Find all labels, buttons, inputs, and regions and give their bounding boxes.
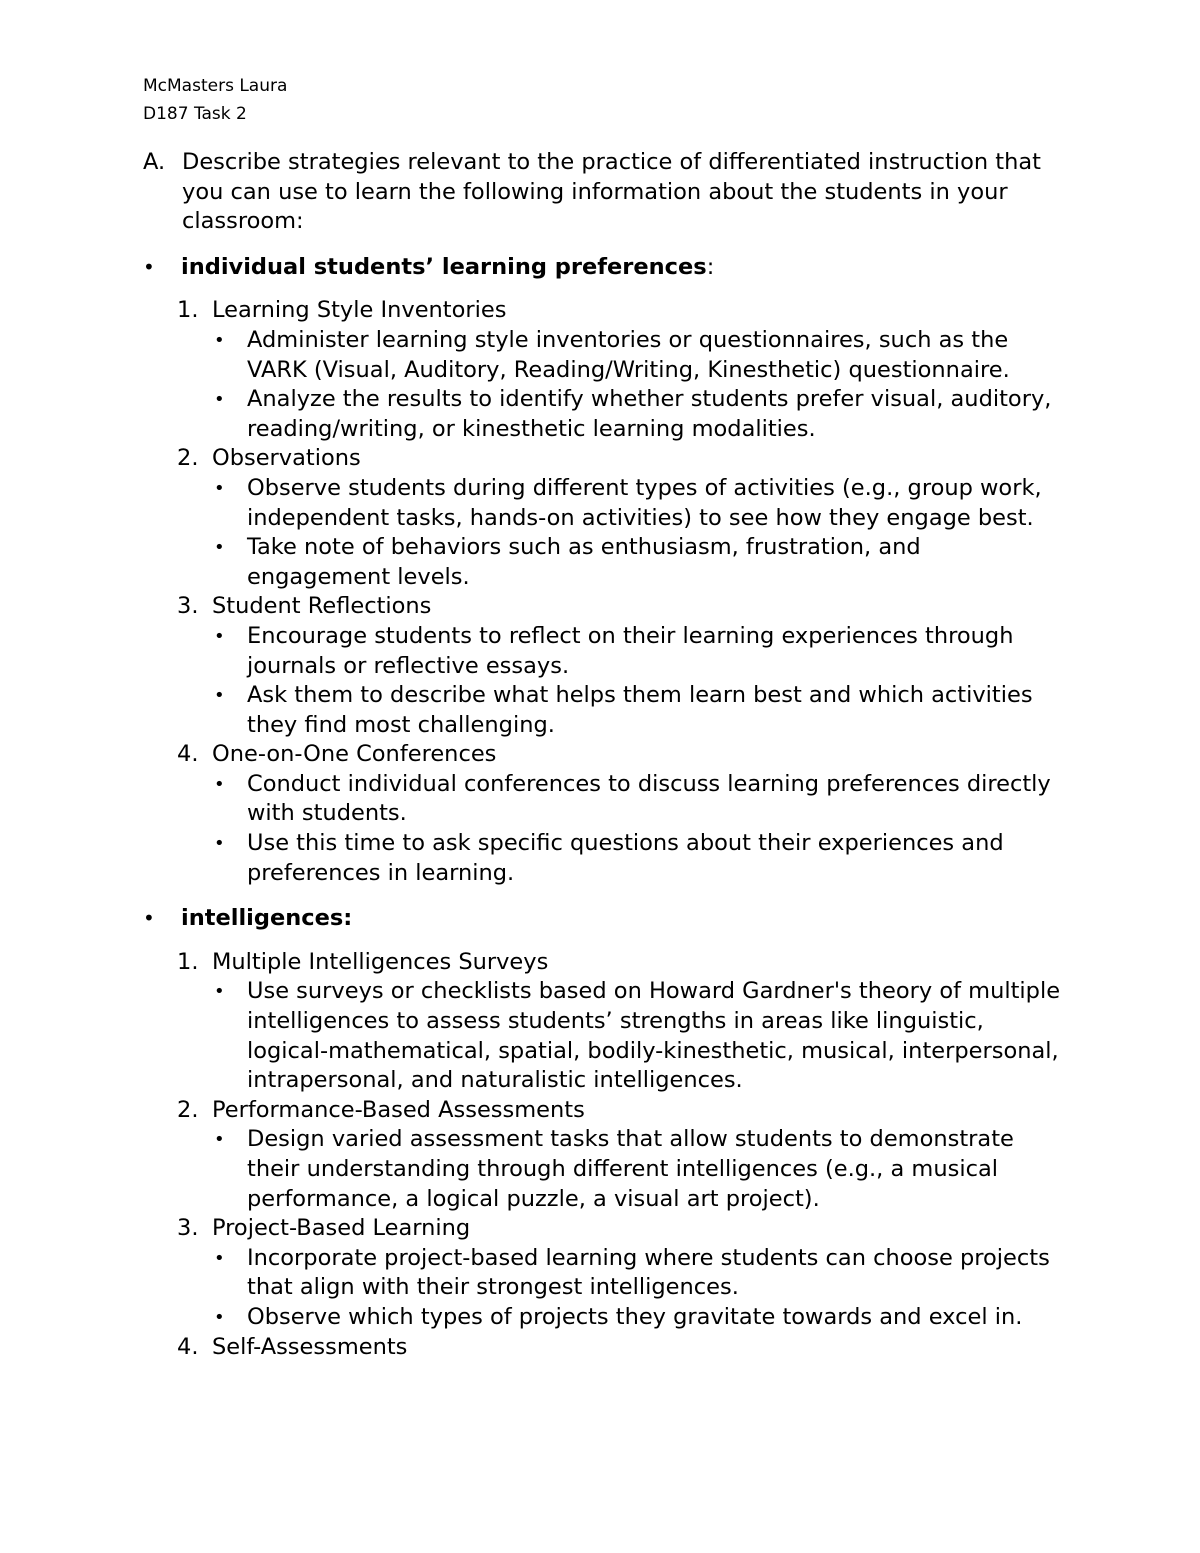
list-item: [177, 1333, 1063, 1363]
bullet-icon: •: [143, 906, 155, 931]
bullet-icon: •: [214, 537, 225, 559]
sub-bullet: [212, 770, 1063, 829]
sub-bullet-text: Use this time to ask specific questions about their experiences and preferences in learning.: [247, 830, 1004, 886]
list-item: [177, 1214, 1063, 1332]
list-item: [177, 444, 1063, 592]
item-title: Multiple Intelligences Surveys: [212, 948, 549, 975]
bullet-icon: •: [143, 254, 155, 279]
item-title: Performance-Based Assessments: [212, 1096, 585, 1123]
sub-bullet: [212, 681, 1063, 740]
item-number: 1.: [177, 948, 199, 975]
sub-bullet: [212, 1244, 1063, 1303]
bullet-icon: •: [214, 981, 225, 1003]
bullet-icon: •: [214, 685, 225, 707]
list-item: [177, 948, 1063, 1096]
sub-bullet-text: Observe students during different types of activities (e.g., group work, independent tasks, hands-on activities) to see how they engage best.: [247, 474, 1042, 531]
item-number: 2.: [177, 1096, 199, 1123]
sub-bullet-text: Incorporate project-based learning where students can choose projects that align with their strongest intelligences.: [247, 1244, 1050, 1301]
question-text: Describe strategies relevant to the practice of differentiated instruction that you can use to learn the following information about the students in your classroom:: [182, 149, 1041, 235]
document-body: [143, 148, 1063, 1362]
bullet-icon: •: [214, 1247, 225, 1269]
sub-bullet: [212, 1125, 1063, 1214]
section-intelligences: [143, 904, 1063, 934]
sub-bullet: [212, 474, 1063, 533]
question-prompt: [143, 148, 1063, 237]
bullet-icon: •: [214, 1306, 225, 1328]
section-learning-preferences: [143, 253, 1063, 283]
sub-bullet: [212, 1303, 1063, 1333]
item-number: 3.: [177, 593, 199, 620]
list-item: [177, 592, 1063, 740]
list-item: [177, 296, 1063, 444]
item-title: Student Reflections: [212, 593, 432, 620]
item-number: 3.: [177, 1215, 199, 1242]
sub-bullet-text: Design varied assessment tasks that allow students to demonstrate their understanding through different intelligences (e.g., a musical performance, a logical puzzle, a visual art project).: [247, 1126, 1014, 1212]
author-name: McMasters Laura: [143, 76, 288, 96]
sub-bullet-text: Encourage students to reflect on their learning experiences through journals or reflective essays.: [247, 622, 1014, 679]
bullet-icon: •: [214, 389, 225, 411]
bullet-icon: •: [214, 1129, 225, 1151]
numbered-list: [143, 948, 1063, 1362]
question-letter: A.: [143, 149, 166, 175]
item-title: Project-Based Learning: [212, 1215, 471, 1242]
bullet-icon: •: [214, 773, 225, 795]
bullet-icon: •: [214, 833, 225, 855]
sub-bullet-text: Take note of behaviors such as enthusiasm, frustration, and engagement levels.: [247, 534, 921, 590]
sub-bullet: [212, 326, 1063, 385]
document-header: [143, 72, 287, 128]
sub-bullet: [212, 829, 1063, 888]
item-number: 4.: [177, 741, 199, 768]
item-number: 2.: [177, 445, 199, 472]
item-number: 1.: [177, 297, 199, 324]
sub-bullet-text: Analyze the results to identify whether students prefer visual, auditory, reading/writing, or kinesthetic learning modalities.: [247, 386, 1052, 442]
section-title: intelligences:: [181, 905, 353, 932]
task-label: D187 Task 2: [143, 104, 247, 124]
item-title: One-on-One Conferences: [212, 741, 497, 768]
sub-bullet-text: Use surveys or checklists based on Howard Gardner's theory of multiple intelligences to assess students’ strengths in areas like linguistic, logical-mathematical, spatial, bodily-kinesthetic, musical, interpersonal, intrapersonal, and naturalistic intelligences.: [247, 978, 1061, 1094]
sub-bullet: [212, 977, 1063, 1095]
list-item: [177, 740, 1063, 888]
sub-bullet: [212, 385, 1063, 444]
sub-bullet: [212, 533, 1063, 592]
item-title: Learning Style Inventories: [212, 297, 507, 324]
item-title: Observations: [212, 445, 361, 472]
bullet-icon: •: [214, 477, 225, 499]
section-title: individual students’ learning preferences: [181, 253, 707, 280]
list-item: [177, 1096, 1063, 1214]
bullet-icon: •: [214, 625, 225, 647]
bullet-icon: •: [214, 329, 225, 351]
numbered-list: [143, 296, 1063, 888]
section-suffix: :: [706, 253, 715, 280]
item-title: Self-Assessments: [212, 1333, 408, 1360]
sub-bullet-text: Conduct individual conferences to discuss learning preferences directly with students.: [247, 770, 1051, 827]
sub-bullet-text: Administer learning style inventories or questionnaires, such as the VARK (Visual, Auditory, Reading/Writing, Kinesthetic) questionnaire.: [247, 326, 1010, 383]
sub-bullet-text: Observe which types of projects they gravitate towards and excel in.: [247, 1303, 1023, 1330]
sub-bullet: [212, 622, 1063, 681]
item-number: 4.: [177, 1333, 199, 1360]
sub-bullet-text: Ask them to describe what helps them learn best and which activities they find most challenging.: [247, 682, 1033, 738]
